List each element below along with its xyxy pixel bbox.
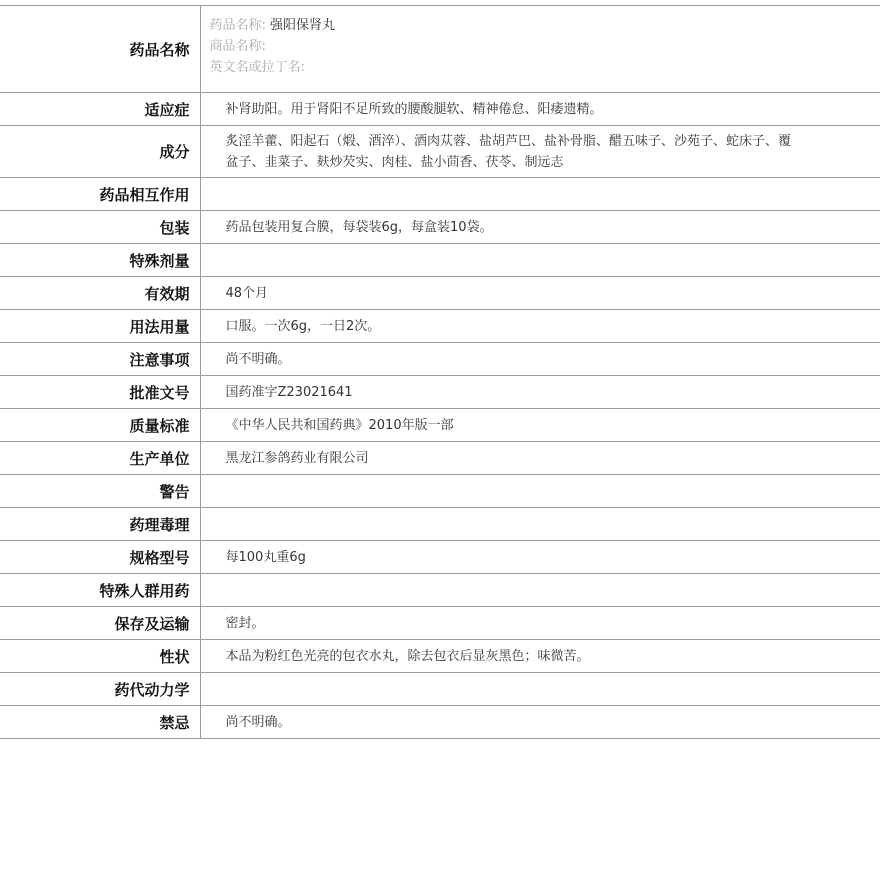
spec-row-precautions <box>0 343 880 376</box>
spec-row-special-dosage <box>0 244 880 277</box>
row-value: 《中华人民共和国药典》2010年版一部 <box>200 409 880 442</box>
row-label: 药代动力学 <box>0 673 200 706</box>
row-label: 禁忌 <box>0 706 200 739</box>
row-label: 特殊剂量 <box>0 244 200 277</box>
drug-name-value: 强阳保肾丸 <box>270 18 336 33</box>
spec-row-approval-number <box>0 376 880 409</box>
spec-row-contraindications <box>0 706 880 739</box>
spec-row-ingredients <box>0 126 880 178</box>
row-value <box>200 244 880 277</box>
spec-row-description <box>0 640 880 673</box>
spec-row-interactions <box>0 178 880 211</box>
row-label: 有效期 <box>0 277 200 310</box>
spec-row-packaging <box>0 211 880 244</box>
row-label: 生产单位 <box>0 442 200 475</box>
english-name-line <box>210 57 880 78</box>
row-label: 警告 <box>0 475 200 508</box>
spec-row-indications <box>0 93 880 126</box>
spec-row-shelf-life <box>0 277 880 310</box>
spec-row-warning <box>0 475 880 508</box>
spec-row-specification <box>0 541 880 574</box>
row-value <box>200 508 880 541</box>
row-value: 黑龙江参鸽药业有限公司 <box>200 442 880 475</box>
row-label: 适应症 <box>0 93 200 126</box>
row-label: 包装 <box>0 211 200 244</box>
spec-row-quality-standard <box>0 409 880 442</box>
drug-spec-table <box>0 5 880 739</box>
row-label: 药品名称 <box>0 6 200 93</box>
row-label: 保存及运输 <box>0 607 200 640</box>
row-label: 特殊人群用药 <box>0 574 200 607</box>
english-name-label: 英文名或拉丁名: <box>209 60 305 75</box>
row-value <box>200 673 880 706</box>
row-label: 规格型号 <box>0 541 200 574</box>
row-label: 成分 <box>0 126 200 178</box>
trade-name-line <box>210 36 880 57</box>
row-value: 炙淫羊藿、阳起石（煅、酒淬）、酒肉苁蓉、盐胡芦巴、盐补骨脂、醋五味子、沙苑子、蛇床子、覆盆子、韭菜子、麸炒芡实、肉桂、盐小茴香、茯苓、制远志 <box>200 126 880 178</box>
row-value: 补肾助阳。用于肾阳不足所致的腰酸腿软、精神倦怠、阳痿遗精。 <box>200 93 880 126</box>
row-value: 尚不明确。 <box>200 706 880 739</box>
trade-name-label: 商品名称: <box>209 39 266 54</box>
drug-name-line <box>210 15 880 36</box>
row-value: 每100丸重6g <box>200 541 880 574</box>
spec-row-names <box>0 6 880 93</box>
spec-row-storage <box>0 607 880 640</box>
row-label: 药品相互作用 <box>0 178 200 211</box>
row-value: 本品为粉红色光亮的包衣水丸，除去包衣后显灰黑色；味微苦。 <box>200 640 880 673</box>
spec-row-pharmacology <box>0 508 880 541</box>
row-value <box>200 178 880 211</box>
row-value: 国药准字Z23021641 <box>200 376 880 409</box>
row-value <box>200 574 880 607</box>
row-label: 注意事项 <box>0 343 200 376</box>
row-value: 48个月 <box>200 277 880 310</box>
row-label: 性状 <box>0 640 200 673</box>
row-value <box>200 475 880 508</box>
row-label: 药理毒理 <box>0 508 200 541</box>
spec-row-pharmacokinetics <box>0 673 880 706</box>
spec-row-usage <box>0 310 880 343</box>
row-label: 批准文号 <box>0 376 200 409</box>
row-value: 尚不明确。 <box>200 343 880 376</box>
spec-row-manufacturer <box>0 442 880 475</box>
spec-row-special-populations <box>0 574 880 607</box>
row-label: 质量标准 <box>0 409 200 442</box>
row-label: 用法用量 <box>0 310 200 343</box>
drug-name-label: 药品名称: <box>209 18 266 33</box>
row-value: 口服。一次6g，一日2次。 <box>200 310 880 343</box>
row-value: 密封。 <box>200 607 880 640</box>
names-cell <box>200 6 880 93</box>
row-value: 药品包装用复合膜，每袋装6g，每盒装10袋。 <box>200 211 880 244</box>
